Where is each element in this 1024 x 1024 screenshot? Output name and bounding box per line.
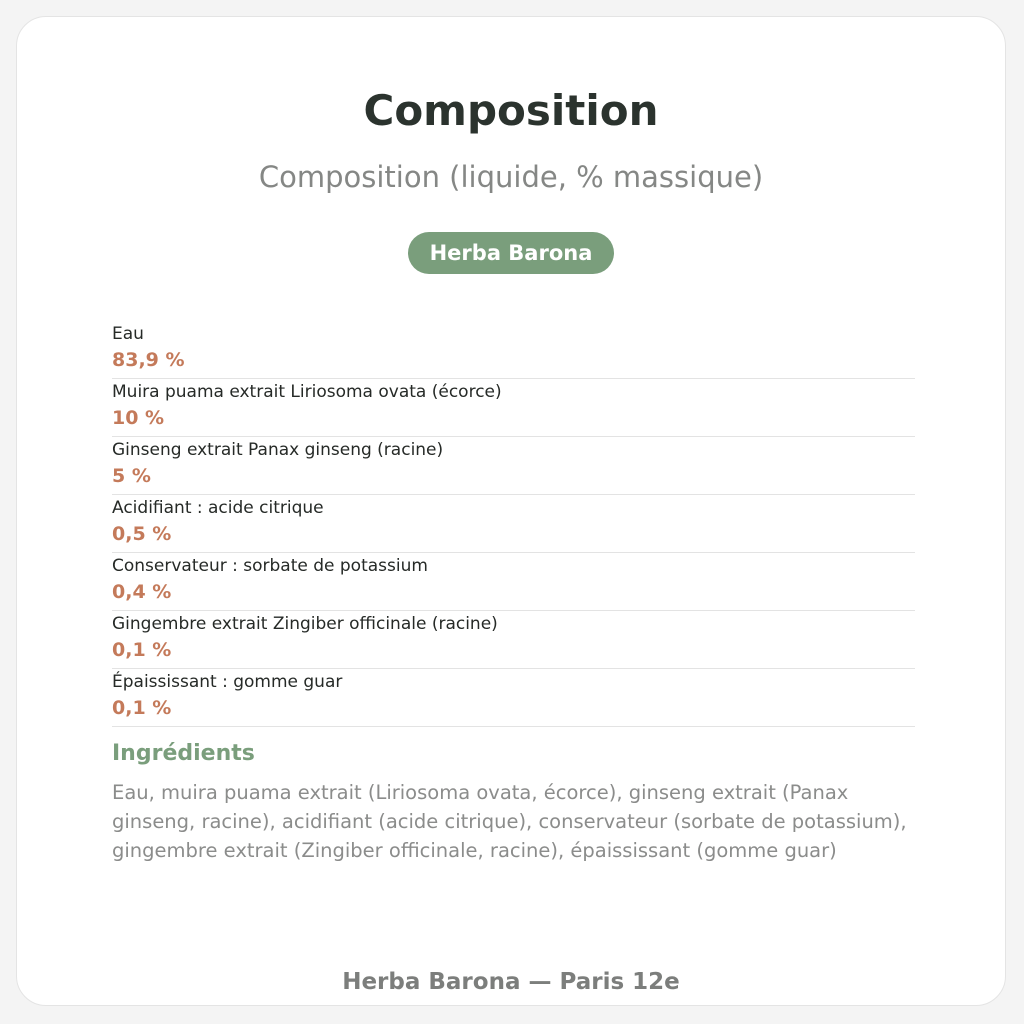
component-value: 0,4 % bbox=[112, 581, 172, 603]
composition-row bbox=[112, 437, 915, 495]
component-value: 83,9 % bbox=[112, 349, 185, 371]
composition-row bbox=[112, 495, 915, 553]
ingredients-text: Eau, muira puama extrait (Liriosoma ovata, écorce), ginseng extrait (Panax ginseng, racine), acidifiant (acide citrique), conservateur (sorbate de potassium), gingembre extrait (Zingiber officinale, racine), épaississant (gomme guar) bbox=[112, 781, 907, 862]
component-value: 10 % bbox=[112, 407, 165, 429]
component-name: Acidifiant : acide citrique bbox=[112, 498, 324, 518]
composition-list bbox=[112, 321, 915, 727]
component-name: Gingembre extrait Zingiber officinale (racine) bbox=[112, 614, 498, 634]
composition-row bbox=[112, 379, 915, 437]
component-name: Eau bbox=[112, 324, 144, 344]
component-name: Conservateur : sorbate de potassium bbox=[112, 556, 428, 576]
composition-row bbox=[112, 669, 915, 727]
badge-container bbox=[17, 232, 1005, 274]
component-value: 0,1 % bbox=[112, 697, 172, 719]
footer-text: Herba Barona — Paris 12e bbox=[342, 969, 680, 995]
composition-card bbox=[16, 16, 1006, 1006]
component-value: 0,5 % bbox=[112, 523, 172, 545]
ingredients-heading: Ingrédients bbox=[112, 741, 255, 766]
component-name: Muira puama extrait Liriosoma ovata (écorce) bbox=[112, 382, 502, 402]
composition-row bbox=[112, 321, 915, 379]
page-title: Composition bbox=[363, 86, 659, 135]
component-name: Ginseng extrait Panax ginseng (racine) bbox=[112, 440, 444, 460]
component-name: Épaississant : gomme guar bbox=[112, 672, 343, 692]
page-subtitle: Composition (liquide, % massique) bbox=[258, 160, 764, 194]
brand-badge: Herba Barona bbox=[408, 232, 615, 274]
component-value: 5 % bbox=[112, 465, 151, 487]
component-value: 0,1 % bbox=[112, 639, 172, 661]
composition-row bbox=[112, 611, 915, 669]
composition-row bbox=[112, 553, 915, 611]
